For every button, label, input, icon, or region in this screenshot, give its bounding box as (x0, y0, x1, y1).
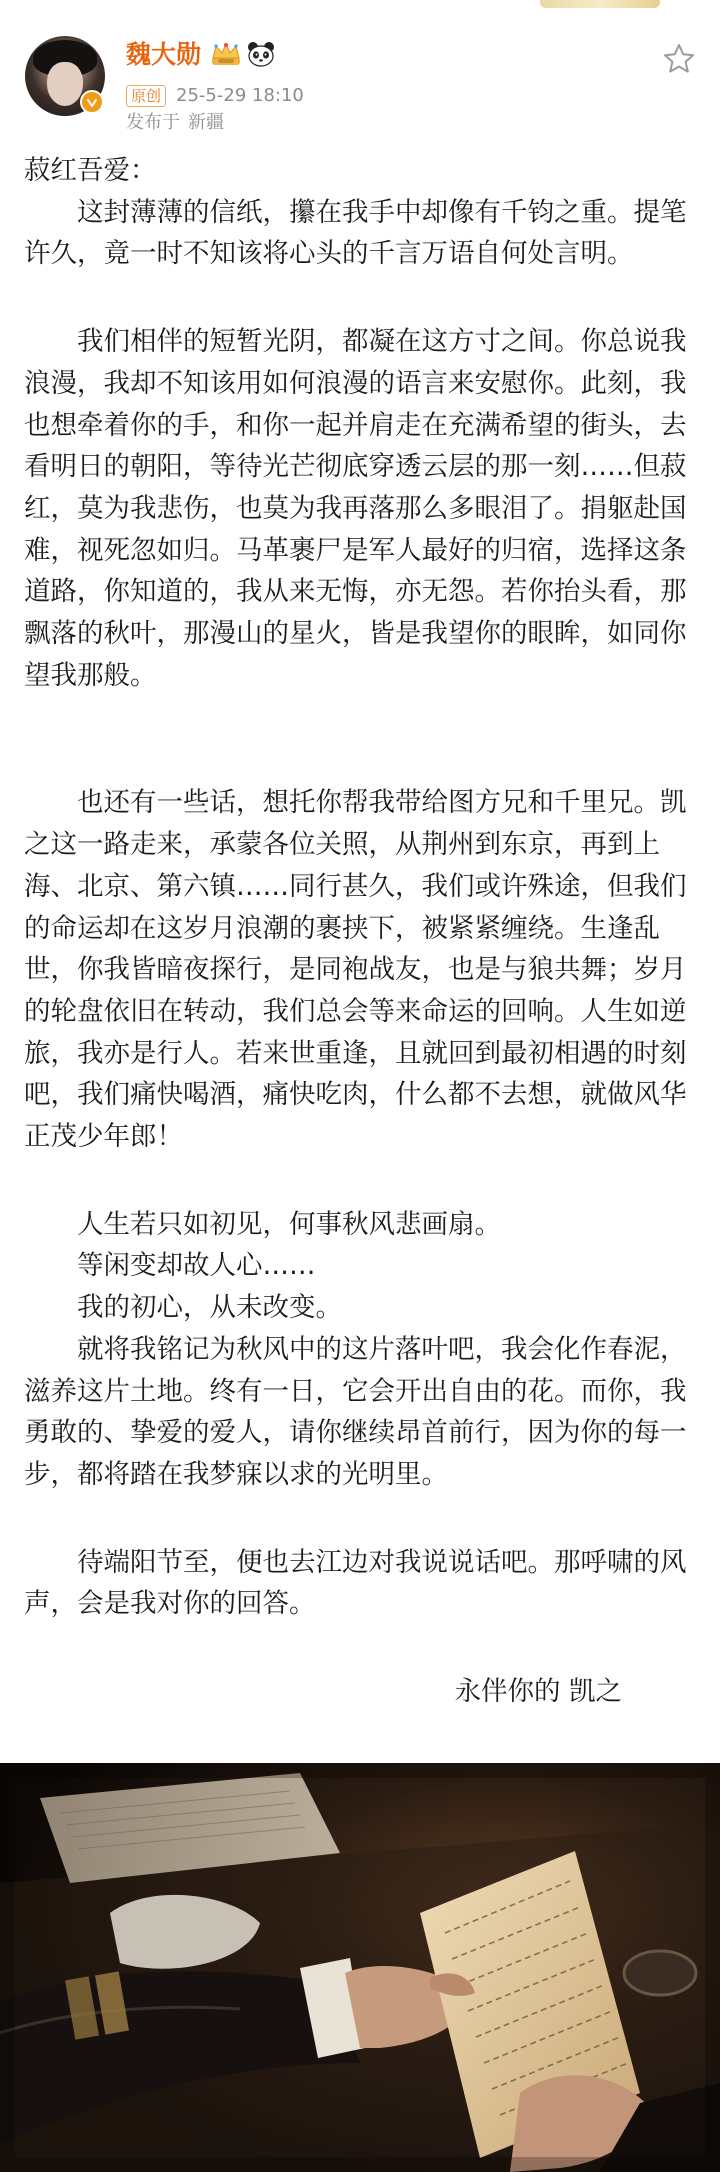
crown-icon (210, 41, 242, 67)
letter-paragraph: 待端阳节至，便也去江边对我说说话吧。那呼啸的风声，会是我对你的回答。 (24, 1546, 687, 1620)
post-location (126, 112, 224, 134)
author-name[interactable]: 魏大勋 (126, 40, 202, 69)
letter-reading-photo (0, 1763, 720, 2172)
poem-line: 等闲变却故人心…… (77, 1250, 316, 1282)
panda-icon (247, 41, 275, 67)
poem-line: 我的初心，从未改变。 (77, 1292, 342, 1324)
letter-paragraph: 也还有一些话，想托你帮我带给图方兄和千里兄。凯之这一路走来，承蒙各位关照，从荆州到东京，再到上海、北京、第六镇……同行甚久，我们或许殊途，但我们的命运却在这岁月浪潮的裹挟下，被紧紧缠绕。生逢乱世，你我皆暗夜探行，是同袍战友，也是与狼共舞；岁月的轮盘依旧在转动，我们总会等来命运的回响。人生如逆旅，我亦是行人。若来世重逢，且就回到最初相遇的时刻吧，我们痛快喝酒，痛快吃肉，什么都不去想，就做风华正茂少年郎！ (24, 787, 687, 1153)
letter-signature: 永伴你的 凯之 (454, 1676, 622, 1708)
star-outline-icon[interactable] (662, 42, 696, 76)
letter-salutation: 菽红吾爱： (24, 155, 157, 186)
letter-paragraph: 这封薄薄的信纸，攥在我手中却像有千钧之重。提笔许久，竟一时不知该将心头的千言万语自何处言明。 (24, 196, 687, 270)
post-photo[interactable] (0, 1763, 720, 2172)
post-meta (126, 84, 304, 108)
post-header (0, 0, 720, 150)
letter-paragraph: 就将我铭记为秋风中的这片落叶吧，我会化作春泥，滋养这片土地。终有一日，它会开出自由的花。而你，我勇敢的、挚爱的爱人，请你继续昂首前行，因为你的每一步，都将踏在我梦寐以求的光明里。 (24, 1333, 687, 1490)
letter-paragraph: 我们相伴的短暂光阴，都凝在这方寸之间。你总说我浪漫，我却不知该用如何浪漫的语言来安慰你。此刻，我也想牵着你的手，和你一起并肩走在充满希望的街头，去看明日的朝阳，等待光芒彻底穿透云层的那一刻……但菽红，莫为我悲伤，也莫为我再落那么多眼泪了。捐躯赴国难，视死忽如归。马革裹尸是军人最好的归宿，选择这条道路，你知道的，我从来无悔，亦无怨。若你抬头看，那飘落的秋叶，那漫山的星火，皆是我望你的眼眸，如同你望我那般。 (24, 326, 687, 691)
top-decoration (540, 0, 660, 8)
poem-line: 人生若只如初见，何事秋风悲画扇。 (77, 1208, 501, 1240)
verified-badge-icon (80, 90, 104, 114)
post-time: 25-5-29 18:10 (176, 85, 304, 106)
original-badge: 原创 (126, 85, 166, 107)
letter-body (24, 150, 692, 1713)
location-prefix: 发布于 (126, 112, 180, 133)
location-name: 新疆 (188, 112, 224, 133)
